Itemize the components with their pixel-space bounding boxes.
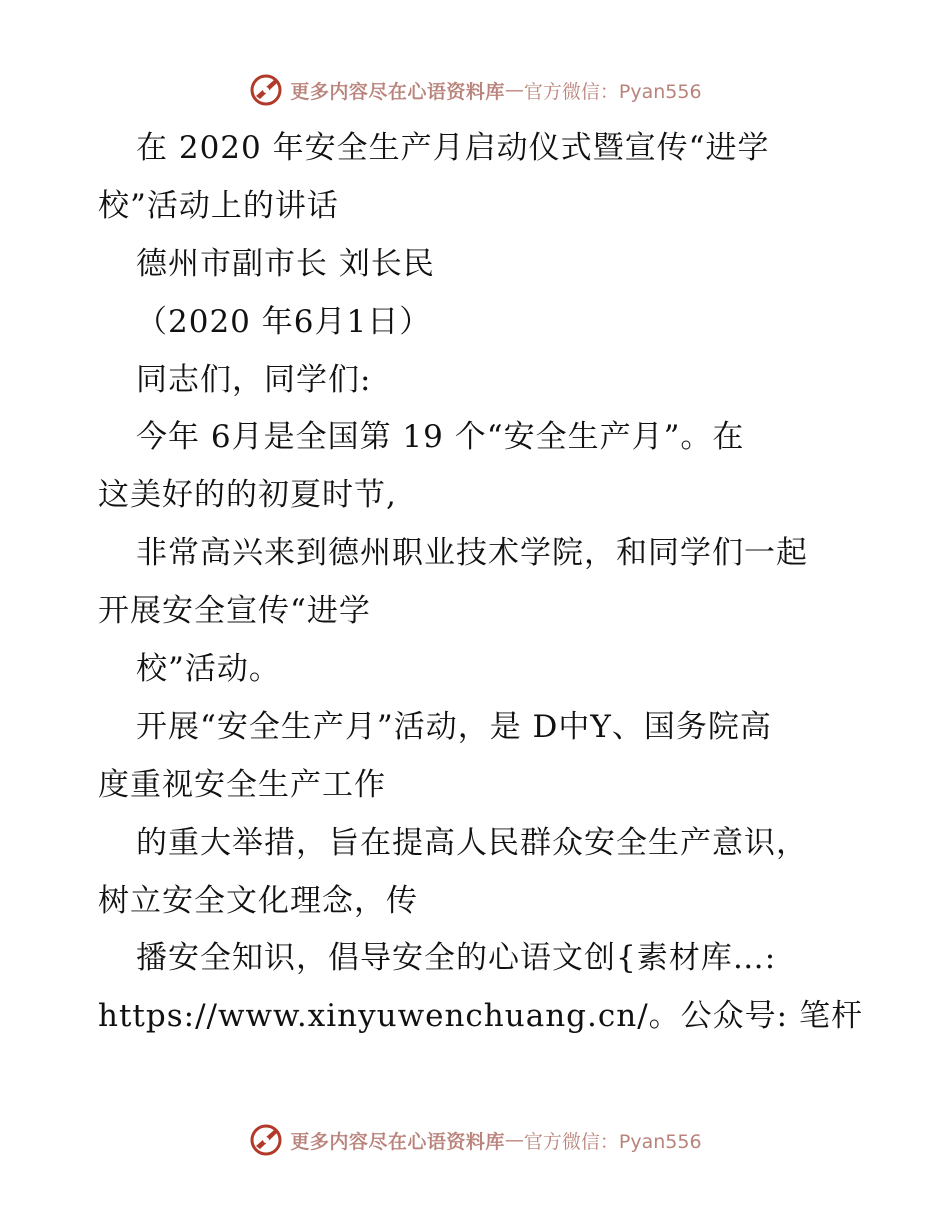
document-line: 度重视安全生产工作 [98, 766, 386, 803]
document-line: 播安全知识，倡导安全的心语文创{素材库…: [136, 940, 777, 977]
document-line: 校”活动。 [136, 651, 281, 688]
footer-watermark [0, 1120, 950, 1160]
banner-brand-text: 更多内容尽在心语资料库 [290, 1130, 505, 1153]
document-line: 开展“安全生产月”活动，是 D中Y、国务院高 [136, 708, 772, 745]
document-line: 非常高兴来到德州职业技术学院，和同学们一起 [136, 535, 808, 572]
banner-wechat-text: 官方微信：Pyan556 [523, 80, 702, 103]
document-line: 这美好的的初夏时节, [98, 477, 397, 514]
document-line: 树立安全文化理念，传 [98, 882, 418, 919]
banner-dash: — [504, 79, 524, 101]
document-line: 在 2020 年安全生产月启动仪式暨宣传“进学 [136, 130, 770, 166]
banner-wechat-text: 官方微信：Pyan556 [523, 1130, 702, 1153]
banner-dash: — [504, 1129, 524, 1151]
document-line: 德州市副市长 刘长民 [136, 245, 435, 282]
document-line: 的重大举措，旨在提高人民群众安全生产意识， [136, 824, 808, 861]
document-line: 今年 6月是全国第 19 个“安全生产月”。在 [136, 419, 745, 456]
document-line: 校”活动上的讲话 [98, 187, 339, 224]
document-body [98, 120, 863, 1046]
document-line: 开展安全宣传“进学 [98, 593, 371, 630]
document-line: 同志们，同学们: [136, 361, 372, 398]
brand-logo-icon [248, 1122, 284, 1158]
header-watermark [0, 70, 950, 110]
banner-brand-text: 更多内容尽在心语资料库 [290, 80, 505, 103]
brand-logo-icon [248, 72, 284, 108]
document-line: https://www.xinyuwenchuang.cn/。公众号: 笔杆 [98, 998, 863, 1035]
document-line: （2020 年6月1日） [136, 303, 432, 340]
